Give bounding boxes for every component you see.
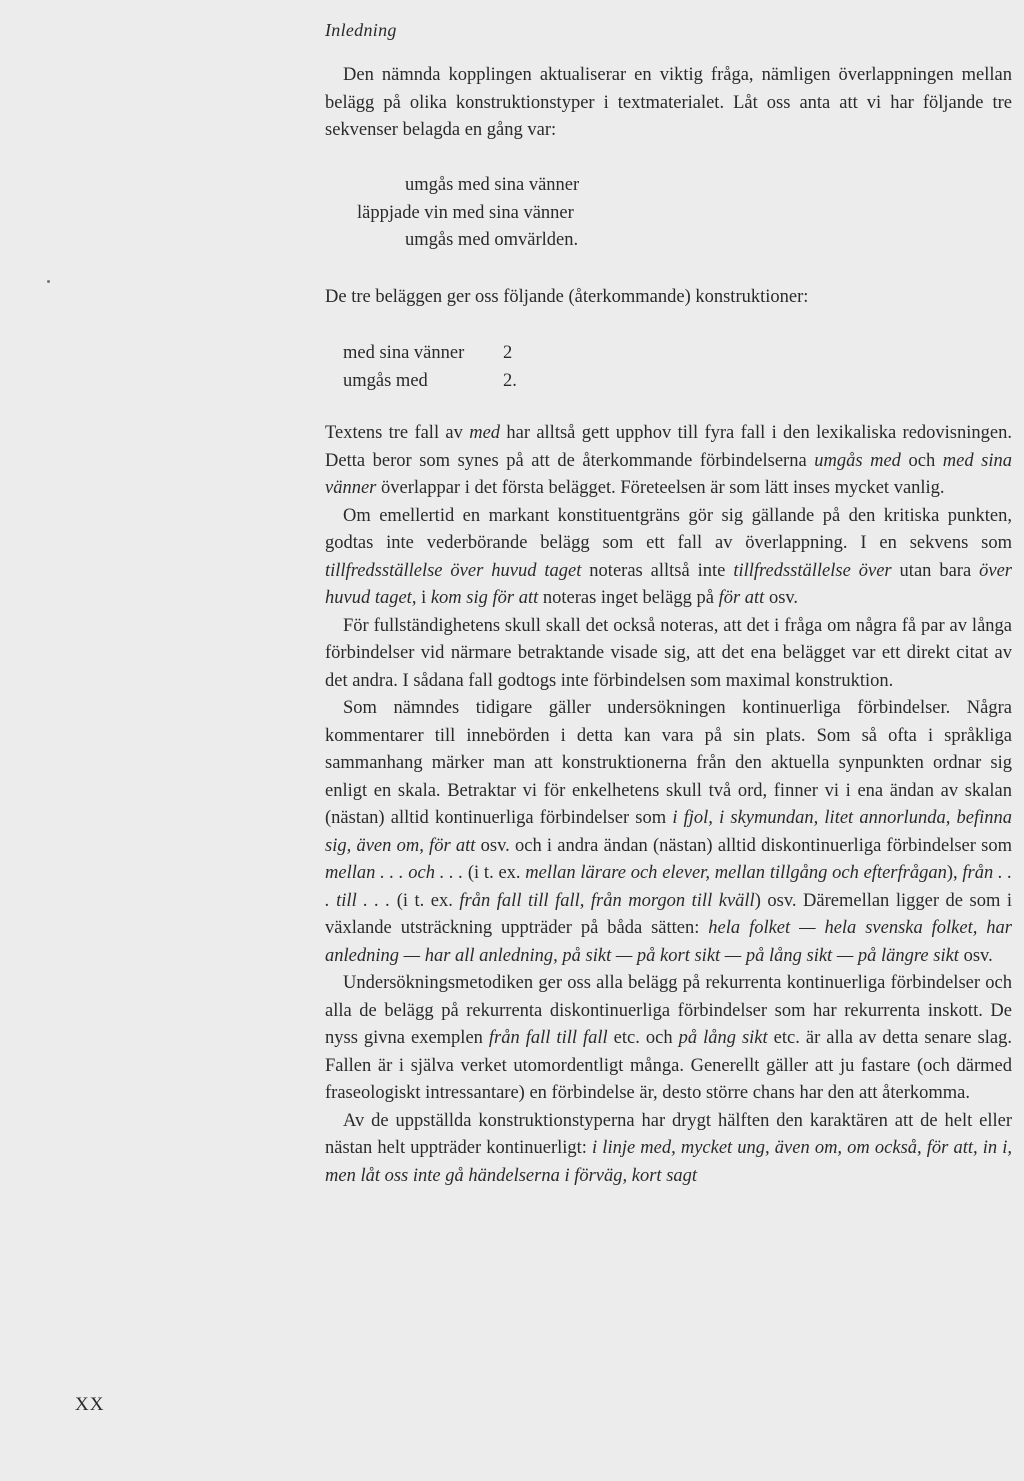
text-run: och — [900, 450, 943, 471]
text-run: noteras inget belägg på — [538, 588, 719, 608]
text-run: har alltså gett upphov till fyra fall i den lexikaliska redovisningen. Detta beror som synes på att de återkommande förbindelserna — [325, 423, 1012, 471]
construction-phrase: med sina vänner — [343, 343, 465, 363]
example-line: umgås med sina vänner — [405, 175, 580, 195]
italic-run: med — [469, 423, 501, 443]
text-run: utan bara — [891, 560, 980, 581]
construction-count: 2. — [503, 370, 517, 391]
italic-run: umgås med — [814, 450, 901, 471]
text-run: ) osv. Däremellan ligger de som i växlande utsträckning uppträder på båda sätten: — [325, 890, 1012, 938]
paragraph-4 — [325, 503, 1012, 613]
paragraph-6 — [325, 695, 1012, 970]
italic-run: från . . . till . . . — [325, 863, 1012, 911]
text-run: etc. är alla av detta senare slag. Fallen är i själva verket utomordentligt många. Generellt gäller att ju fastare (och därmed fraseologiskt intressantare) en förbindelse är, desto större chans har den att återkomma. — [325, 1028, 1013, 1103]
construction-row — [343, 368, 517, 396]
text-run: , i — [411, 588, 431, 608]
italic-run: kom sig för att — [430, 588, 539, 608]
paragraph-intro — [325, 62, 1012, 145]
italic-run: på lång sikt — [678, 1028, 768, 1048]
example-sequences — [325, 172, 685, 255]
text-run: Om emellertid en markant konstituentgräns gör sig gällande på den kritiska punkten, godtas inte vederbörande belägg som ett fall av överlappning. I en sekvens som — [325, 505, 1012, 553]
italic-run: hela folket — hela svenska folket, har anledning — har all anledning, på sikt — på kort sikt — på lång sikt — på längre sikt — [325, 918, 1012, 966]
text-run: ), — [946, 863, 963, 883]
italic-run: i fjol, i skymundan, litet annorlunda, befinna sig, även om, för att — [325, 808, 1012, 856]
text-run: Av de uppställda konstruktionstyperna har drygt hälften den karaktären att de helt eller nästan helt uppträder kontinuerligt: — [325, 1110, 1012, 1158]
example-line: läppjade vin med sina vänner — [357, 202, 574, 223]
italic-run: tillfredsställelse över huvud taget — [325, 560, 582, 581]
italic-run: med sina vänner — [325, 450, 1012, 498]
paragraph-7 — [325, 970, 1012, 1108]
italic-run: över huvud taget — [325, 560, 1012, 608]
paragraph-2: De tre beläggen ger oss följande (återkommande) konstruktioner: — [325, 287, 809, 307]
text-run: osv. — [958, 945, 993, 966]
text-run: Som nämndes tidigare gäller undersökningen kontinuerliga förbindelser. Några kommentarer till innebörden i detta kan vara på sin plats. Som så ofta i språkliga sammanhang märker man att konstruktionerna från den aktuella synpunkten ordnar sig enligt en skala. Betraktar vi för enkelhetens skull två ord, finner vi i ena ändan av skalan (nästan) alltid kontinuerliga förbindelser som — [325, 698, 1012, 828]
paragraph-8 — [325, 1108, 1012, 1191]
example-line: umgås med omvärlden. — [405, 230, 579, 250]
construction-count: 2 — [503, 343, 513, 363]
text-run: noteras alltså inte — [581, 560, 734, 581]
construction-phrase: umgås med — [343, 370, 428, 391]
italic-run: tillfredsställelse över — [733, 560, 892, 581]
italic-run: från fall till fall, från morgon till kväll — [459, 890, 755, 911]
paragraph-1: Den nämnda kopplingen aktualiserar en viktig fråga, nämligen överlappningen mellan belägg på olika konstruktionstyper i textmaterialet. Låt oss anta att vi har följande tre sekvenser belagda en gång var: — [325, 65, 1012, 140]
page-number: XX — [75, 1394, 105, 1415]
paragraph-5 — [325, 613, 1012, 696]
text-run: (i t. ex. — [463, 863, 526, 883]
running-header: Inledning — [325, 20, 397, 40]
text-run: Textens tre fall av — [325, 423, 470, 443]
scan-speck — [47, 280, 50, 283]
italic-run: mellan lärare och elever, mellan tillgång och efterfrågan — [525, 863, 947, 883]
text-run: För fullständighetens skull skall det också noteras, att det i fråga om några få par av långa förbindelser vid närmare betraktande visade sig, att det ena belägget var ett direkt citat av det andra. I sådana fall godtogs inte förbindelsen som maximal konstruktion. — [325, 615, 1012, 691]
text-run: osv. — [764, 588, 799, 608]
italic-run: för att — [718, 588, 765, 608]
text-run: (i t. ex. — [390, 890, 460, 911]
paragraph-3 — [325, 420, 1012, 503]
construction-list — [343, 340, 517, 395]
text-run: överlappar i det första belägget. Företeelsen är som lätt inses mycket vanlig. — [376, 478, 945, 498]
text-run: etc. och — [607, 1028, 679, 1048]
text-run: Undersökningsmetodiken ger oss alla belägg på rekurrenta kontinuerliga förbindelser och alla de belägg på rekurrenta diskontinuerliga förbindelser som har rekurrenta inskott. De nyss givna exemplen — [325, 973, 1012, 1048]
italic-run: i linje med, mycket ung, även om, om också, för att, in i, men låt oss inte gå händelserna i förväg, kort sagt — [325, 1138, 1012, 1186]
text-run: osv. och i andra ändan (nästan) alltid diskontinuerliga förbindelser som — [475, 835, 1012, 856]
construction-row — [343, 340, 517, 368]
italic-run: från fall till fall — [488, 1028, 608, 1048]
body-text — [325, 420, 1012, 1190]
italic-run: mellan . . . och . . . — [325, 863, 464, 883]
